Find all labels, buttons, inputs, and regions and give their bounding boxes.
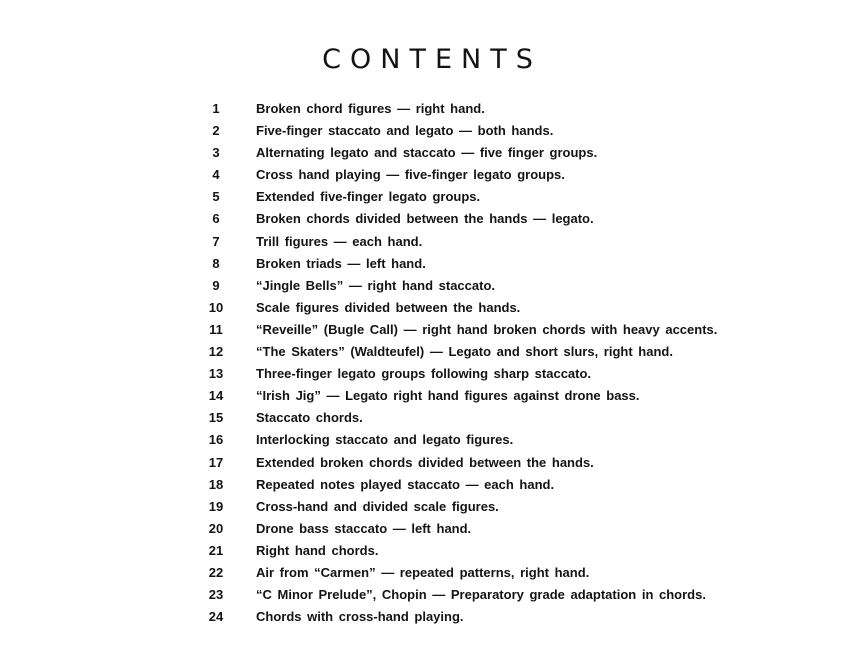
contents-entry <box>203 98 717 120</box>
contents-entry <box>203 297 717 319</box>
contents-entry <box>203 429 717 451</box>
entry-title: Scale figures divided between the hands. <box>256 299 521 315</box>
entry-number: 16 <box>208 432 224 448</box>
contents-entry <box>203 275 717 297</box>
contents-entry <box>203 208 717 230</box>
entry-title: Staccato chords. <box>256 410 363 426</box>
entry-title: Three-finger legato groups following sharp staccato. <box>256 366 592 382</box>
entry-number: 1 <box>212 101 220 116</box>
entry-number: 23 <box>208 587 224 603</box>
entry-title: “C Minor Prelude”, Chopin — Preparatory grade adaptation in chords. <box>256 587 706 603</box>
entry-title: Drone bass staccato — left hand. <box>256 520 472 536</box>
contents-entry <box>203 341 717 363</box>
contents-list <box>203 98 717 628</box>
contents-entry <box>203 452 717 474</box>
entry-number: 7 <box>212 233 220 249</box>
entry-number: 19 <box>208 498 224 514</box>
contents-entry <box>203 562 717 584</box>
entry-number: 5 <box>212 189 220 205</box>
contents-entry <box>203 186 717 208</box>
contents-entry <box>203 540 717 562</box>
contents-entry <box>203 231 717 253</box>
entry-number: 22 <box>208 564 224 580</box>
entry-title: Repeated notes played staccato — each hand. <box>256 476 555 492</box>
entry-title: Chords with cross-hand playing. <box>256 609 464 625</box>
entry-title: Five-finger staccato and legato — both hands. <box>256 123 554 139</box>
entry-title: Cross hand playing — five-finger legato groups. <box>256 167 565 183</box>
entry-number: 20 <box>208 520 224 536</box>
contents-entry <box>203 253 717 275</box>
contents-entry <box>203 606 717 628</box>
contents-entry <box>203 518 717 540</box>
entry-number: 3 <box>212 145 220 161</box>
entry-title: Broken triads — left hand. <box>256 255 426 271</box>
entry-title: “Reveille” (Bugle Call) — right hand broken chords with heavy accents. <box>256 321 718 337</box>
contents-entry <box>203 584 717 606</box>
entry-title: “Irish Jig” — Legato right hand figures against drone bass. <box>256 388 640 404</box>
entry-number: 24 <box>208 609 224 625</box>
contents-entry <box>203 474 717 496</box>
contents-entry <box>203 319 717 341</box>
entry-title: Broken chord figures — right hand. <box>256 101 485 116</box>
entry-title: Cross-hand and divided scale figures. <box>256 498 499 514</box>
entry-title: Extended five-finger legato groups. <box>256 189 481 205</box>
contents-entry <box>203 385 717 407</box>
entry-title: Alternating legato and staccato — five finger groups. <box>256 145 598 161</box>
contents-entry <box>203 363 717 385</box>
entry-number: 12 <box>208 344 224 360</box>
contents-entry <box>203 120 717 142</box>
contents-entry <box>203 164 717 186</box>
entry-number: 14 <box>208 388 224 404</box>
page-title: CONTENTS <box>322 44 542 75</box>
entry-number: 10 <box>208 299 224 315</box>
entry-title: “Jingle Bells” — right hand staccato. <box>256 277 495 293</box>
entry-title: Interlocking staccato and legato figures. <box>256 432 514 448</box>
entry-title: Broken chords divided between the hands — legato. <box>256 211 594 227</box>
entry-number: 9 <box>212 277 220 293</box>
entry-number: 11 <box>209 321 223 337</box>
entry-number: 6 <box>212 211 220 227</box>
contents-entry <box>203 496 717 518</box>
entry-number: 2 <box>212 123 220 139</box>
entry-number: 8 <box>212 255 220 271</box>
entry-title: Air from “Carmen” — repeated patterns, right hand. <box>256 564 590 580</box>
entry-number: 13 <box>208 366 224 382</box>
entry-number: 21 <box>208 542 224 558</box>
entry-number: 15 <box>208 410 224 426</box>
entry-number: 4 <box>212 167 220 183</box>
entry-title: Trill figures — each hand. <box>256 233 423 249</box>
entry-title: “The Skaters” (Waldteufel) — Legato and short slurs, right hand. <box>256 344 673 360</box>
contents-entry <box>203 142 717 164</box>
entry-number: 18 <box>208 476 224 492</box>
entry-title: Extended broken chords divided between the hands. <box>256 454 594 470</box>
contents-entry <box>203 407 717 429</box>
entry-title: Right hand chords. <box>256 542 379 558</box>
entry-number: 17 <box>208 454 224 470</box>
